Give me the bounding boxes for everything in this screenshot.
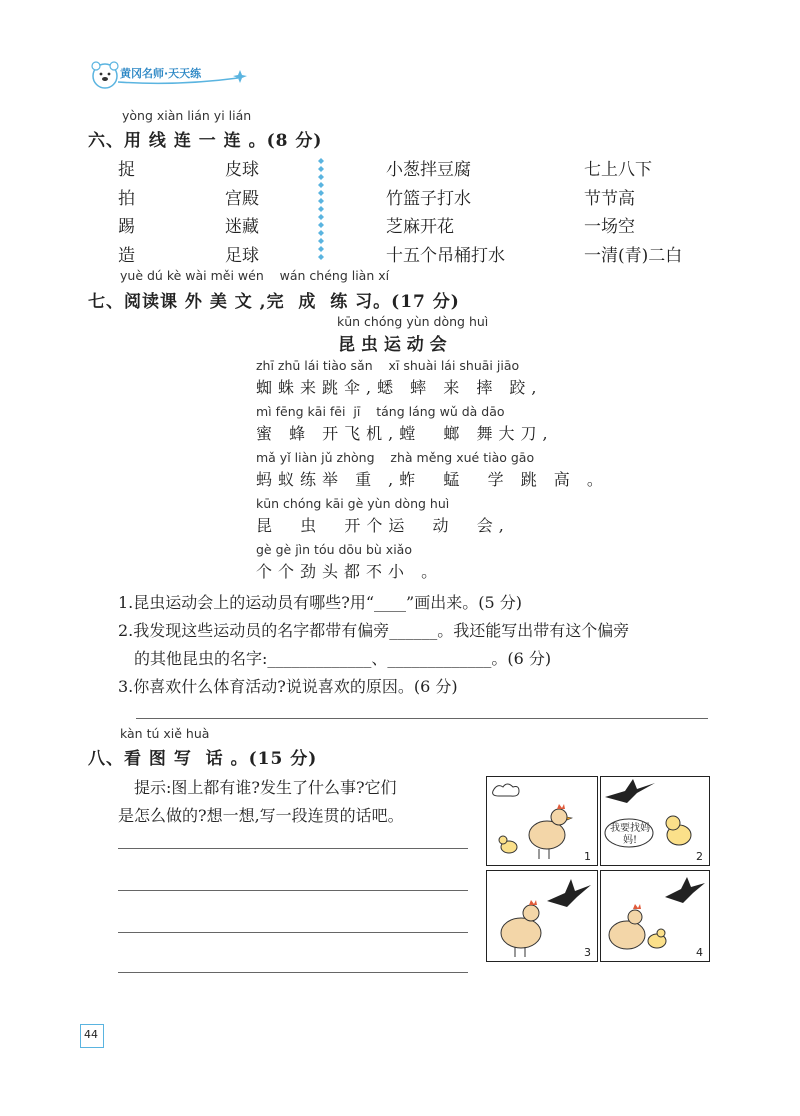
match-item[interactable]: 芝麻开花: [386, 217, 454, 237]
hint-line-1: 提示:图上都有谁?发生了什么事?它们: [134, 778, 397, 797]
panel-number: 4: [696, 946, 703, 959]
poem-line: 蚂蚁练举 重 ,蚱 蜢 学 跳 高 。: [256, 470, 609, 489]
panel-number: 3: [584, 946, 591, 959]
sec7-title: 七、阅读课 外 美 文 ,完 成 练 习。(17 分): [88, 292, 460, 312]
poem-line-pinyin: gè gè jìn tóu dōu bù xiǎo: [256, 542, 412, 557]
comic-panel-2: [600, 776, 710, 866]
poem-line: 蜘蛛来跳伞,蟋 蟀 来 摔 跤,: [256, 378, 543, 397]
question-2-cont: 的其他昆虫的名字:_____________、_____________。(6 分): [134, 649, 552, 668]
poem-line-pinyin: zhī zhū lái tiào sǎn xī shuài lái shuāi jiāo: [256, 358, 520, 373]
speech-bubble: 我要找妈妈!: [610, 823, 650, 846]
panel-number: 1: [584, 850, 591, 863]
poem-line: 蜜 蜂 开飞机,螳 螂 舞大刀,: [256, 424, 554, 443]
question-2: 2.我发现这些运动员的名字都带有偏旁______。我还能写出带有这个偏旁: [118, 621, 630, 640]
poem-line-pinyin: kūn chóng kāi gè yùn dòng huì: [256, 496, 450, 511]
sec6-col3: [386, 156, 505, 270]
brand-title: 黄冈名师·天天练: [120, 67, 202, 80]
hen-and-chicks-reunited-illustration: [601, 871, 709, 961]
comic-panel-3: [486, 870, 598, 962]
match-item[interactable]: 小葱拌豆腐: [386, 160, 471, 180]
page-number-box: [80, 1024, 104, 1048]
sec6-col4: [584, 156, 682, 270]
match-item[interactable]: 一清(青)二白: [584, 245, 683, 266]
comic-panel-1: [486, 776, 598, 866]
page-number: 44: [84, 1028, 98, 1041]
sec6-pinyin: yòng xiàn lián yi lián: [122, 108, 252, 123]
match-item[interactable]: 十五个吊桶打水: [386, 245, 505, 266]
sec8-pinyin: kàn tú xiě huà: [120, 726, 210, 741]
match-item[interactable]: 皮球: [225, 160, 259, 180]
panel-number: 2: [696, 850, 703, 863]
comic-panel-4: [600, 870, 710, 962]
match-item[interactable]: 宫殿: [225, 188, 259, 209]
poem-title-pinyin: kūn chóng yùn dòng huì: [337, 314, 489, 329]
match-item[interactable]: 造: [118, 245, 135, 266]
match-item[interactable]: 拍: [118, 188, 135, 209]
hen-and-chick-illustration: [487, 777, 597, 865]
poem: [256, 358, 609, 588]
answer-line[interactable]: [136, 718, 708, 719]
writing-line[interactable]: [118, 932, 468, 933]
match-item[interactable]: 一场空: [584, 217, 635, 237]
hint-line-2: 是怎么做的?想一想,写一段连贯的话吧。: [118, 806, 404, 825]
sec6-title: 六、用 线 连 一 连 。(8 分): [88, 131, 323, 151]
match-item[interactable]: 竹篮子打水: [386, 188, 471, 209]
sec8-title: 八、看 图 写 话 。(15 分): [88, 749, 318, 769]
sec6-col1: [118, 156, 135, 270]
writing-line[interactable]: [118, 972, 468, 973]
question-3: 3.你喜欢什么体育活动?说说喜欢的原因。(6 分): [118, 677, 458, 696]
chick-and-swallow-illustration: [601, 777, 709, 865]
match-item[interactable]: 捉: [118, 160, 135, 180]
match-item[interactable]: 节节高: [584, 188, 635, 209]
hen-and-swallow-illustration: [487, 871, 597, 961]
poem-line-pinyin: mǎ yǐ liàn jǔ zhòng zhà měng xué tiào gāo: [256, 450, 535, 465]
sec7-pinyin: yuè dú kè wài měi wén wán chéng liàn xí: [120, 268, 390, 283]
writing-line[interactable]: [118, 890, 468, 891]
match-item[interactable]: 足球: [225, 245, 259, 266]
writing-line[interactable]: [118, 848, 468, 849]
sec6-col2: [225, 156, 259, 270]
poem-line: 昆 虫 开个运 动 会,: [256, 516, 510, 535]
poem-line-pinyin: mì fēng kāi fēi jī táng láng wǔ dà dāo: [256, 404, 505, 419]
divider-decoration: [316, 156, 326, 264]
header-logo: [88, 60, 248, 90]
match-item[interactable]: 七上八下: [584, 160, 652, 180]
match-item[interactable]: 迷藏: [225, 217, 259, 237]
question-1: 1.昆虫运动会上的运动员有哪些?用“____”画出来。(5 分): [118, 593, 522, 612]
match-item[interactable]: 踢: [118, 217, 135, 237]
poem-line: 个个劲头都不小 。: [256, 562, 444, 581]
poem-title: 昆 虫 运 动 会: [338, 335, 447, 355]
